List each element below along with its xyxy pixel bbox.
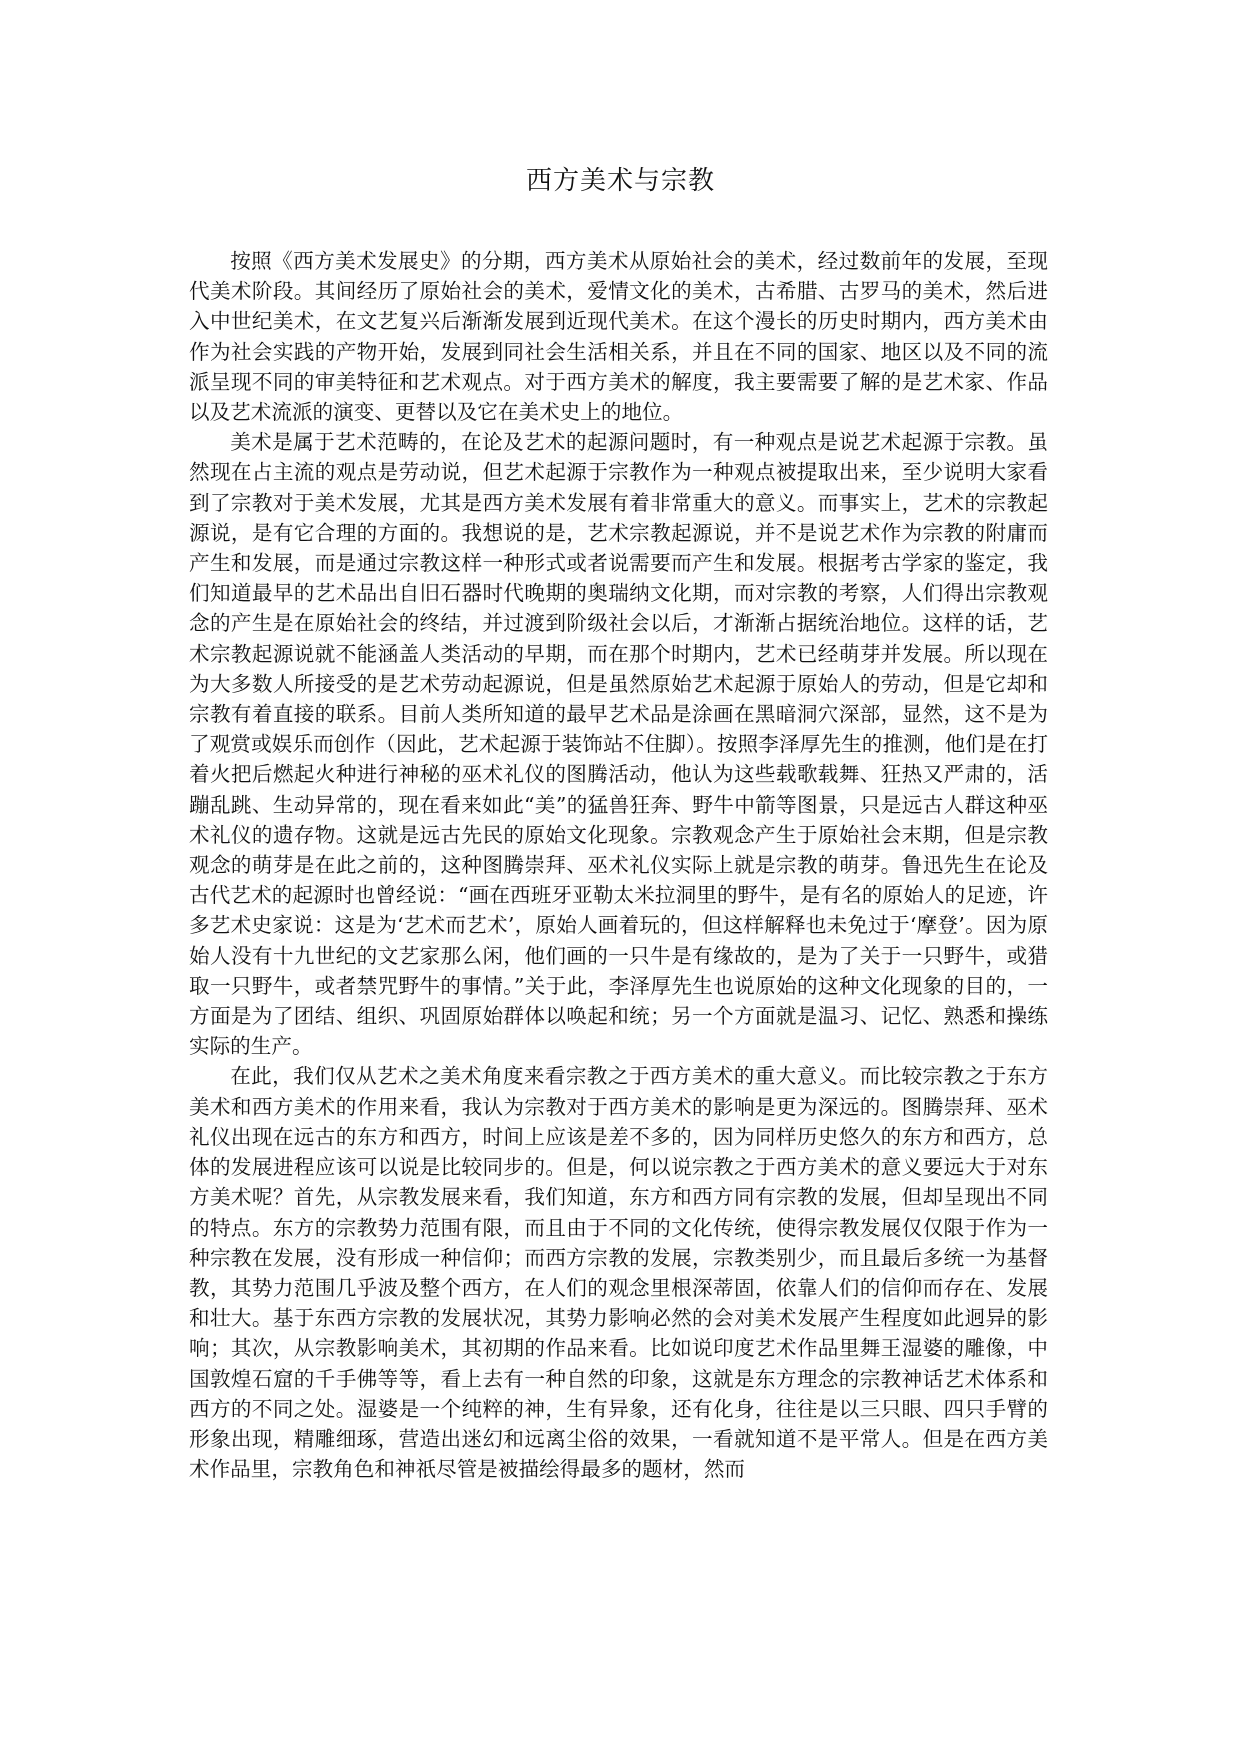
paragraph-1: 按照《西方美术发展史》的分期，西方美术从原始社会的美术，经过数前年的发展，至现代美术阶段。其间经历了原始社会的美术，爱情文化的美术，古希腊、古罗马的美术，然后进入中世纪美术，在文艺复兴后渐渐发展到近现代美术。在这个漫长的历史时期内，西方美术由作为社会实践的产物开始，发展到同社会生活相关系，并且在不同的国家、地区以及不同的流派呈现不同的审美特征和艺术观点。对于西方美术的解度，我主要需要了解的是艺术家、作品以及艺术流派的演变、更替以及它在美术史上的地位。 xyxy=(189,249,1048,425)
document-title: 西方美术与宗教 xyxy=(525,166,715,196)
paragraph-2: 美术是属于艺术范畴的，在论及艺术的起源问题时，有一种观点是说艺术起源于宗教。虽然现在占主流的观点是劳动说，但艺术起源于宗教作为一种观点被提取出来，至少说明大家看到了宗教对于美术发展，尤其是西方美术发展有着非常重大的意义。而事实上，艺术的宗教起源说，是有它合理的方面的。我想说的是，艺术宗教起源说，并不是说艺术作为宗教的附庸而产生和发展，而是通过宗教这样一种形式或者说需要而产生和发展。根据考古学家的鉴定，我们知道最早的艺术品出自旧石器时代晚期的奥瑞纳文化期，而对宗教的考察，人们得出宗教观念的产生是在原始社会的终结，并过渡到阶级社会以后，才渐渐占据统治地位。这样的话，艺术宗教起源说就不能涵盖人类活动的早期，而在那个时期内，艺术已经萌芽并发展。所以现在为大多数人所接受的是艺术劳动起源说，但是虽然原始艺术起源于原始人的劳动，但是它却和宗教有着直接的联系。目前人类所知道的最早艺术品是涂画在黑暗洞穴深部，显然，这不是为了观赏或娱乐而创作（因此，艺术起源于装饰站不住脚）。按照李泽厚先生的推测，他们是在打着火把后燃起火种进行神秘的巫术礼仪的图腾活动，他认为这些载歌载舞、狂热又严肃的，活蹦乱跳、生动异常的，现在看来如此“美”的猛兽狂奔、野牛中箭等图景，只是远古人群这种巫术礼仪的遗存物。这就是远古先民的原始文化现象。宗教观念产生于原始社会末期，但是宗教观念的萌芽是在此之前的，这种图腾崇拜、巫术礼仪实际上就是宗教的萌芽。鲁迅先生在论及古代艺术的起源时也曾经说：“画在西班牙亚勒太米拉洞里的野牛，是有名的原始人的足迹，许多艺术史家说：这是为‘艺术而艺术’，原始人画着玩的，但这样解释也未免过于‘摩登’。因为原始人没有十九世纪的文艺家那么闲，他们画的一只牛是有缘故的，是为了关于一只野牛，或猎取一只野牛，或者禁咒野牛的事情。”关于此，李泽厚先生也说原始的这种文化现象的目的，一方面是为了团结、组织、巩固原始群体以唤起和统；另一个方面就是温习、记忆、熟悉和操练实际的生产。 xyxy=(189,430,1048,1059)
paragraph-3: 在此，我们仅从艺术之美术角度来看宗教之于西方美术的重大意义。而比较宗教之于东方美术和西方美术的作用来看，我认为宗教对于西方美术的影响是更为深远的。图腾崇拜、巫术礼仪出现在远古的东方和西方，时间上应该是差不多的，因为同样历史悠久的东方和西方，总体的发展进程应该可以说是比较同步的。但是，何以说宗教之于西方美术的意义要远大于对东方美术呢？首先，从宗教发展来看，我们知道，东方和西方同有宗教的发展，但却呈现出不同的特点。东方的宗教势力范围有限，而且由于不同的文化传统，使得宗教发展仅仅限于作为一种宗教在发展，没有形成一种信仰；而西方宗教的发展，宗教类别少，而且最后多统一为基督教，其势力范围几乎波及整个西方，在人们的观念里根深蒂固，依靠人们的信仰而存在、发展和壮大。基于东西方宗教的发展状况，其势力影响必然的会对美术发展产生程度如此迥异的影响；其次，从宗教影响美术，其初期的作品来看。比如说印度艺术作品里舞王湿婆的雕像，中国敦煌石窟的千手佛等等，看上去有一种自然的印象，这就是东方理念的宗教神话艺术体系和西方的不同之处。湿婆是一个纯粹的神，生有异象，还有化身，往往是以三只眼、四只手臂的形象出现，精雕细琢，营造出迷幻和远离尘俗的效果，一看就知道不是平常人。但是在西方美术作品里，宗教角色和神祇尽管是被描绘得最多的题材，然而 xyxy=(189,1064,1048,1482)
document-body xyxy=(189,246,1048,1484)
